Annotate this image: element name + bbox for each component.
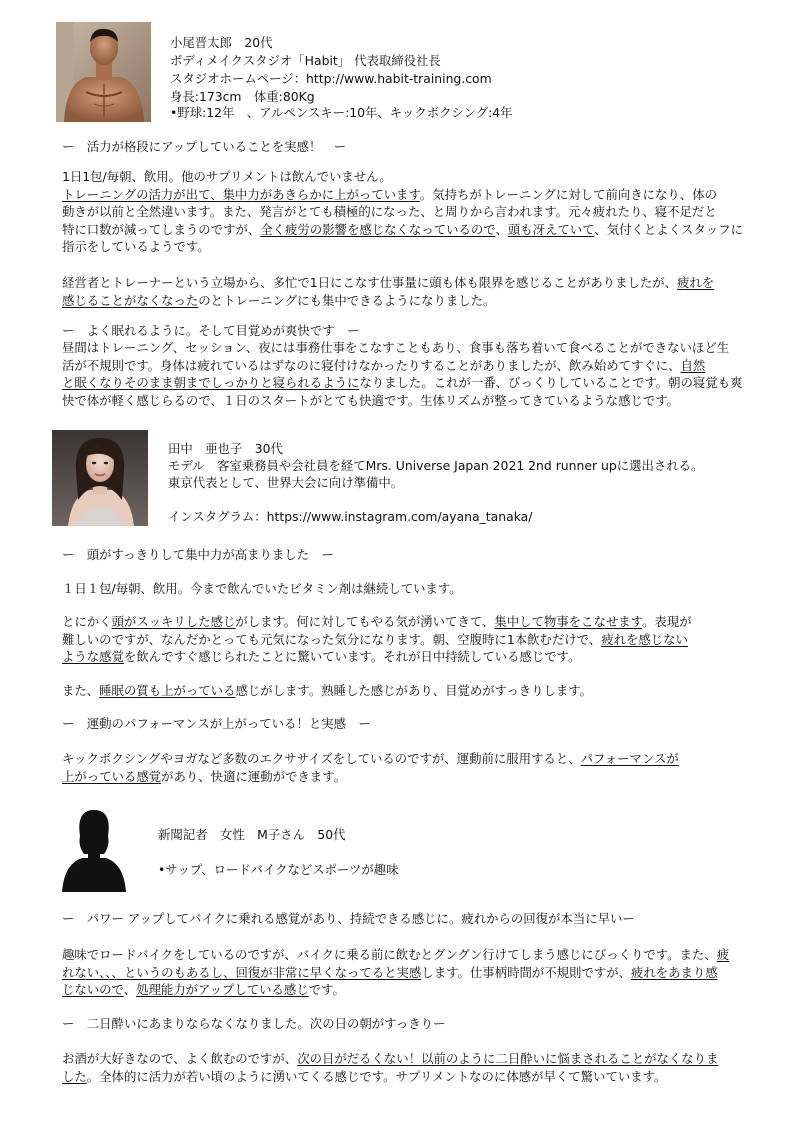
text-segment: 1日1包/毎朝、飲用。他のサプリメントは飲んでいません。 [62,169,392,184]
profile-silhouette [62,806,126,892]
text-segment: します。仕事柄時間が不規則ですが、 [421,964,631,980]
underlined-text: 集中して物事をこなせます [494,614,643,629]
text-segment: 経営者とトレーナーという立場から、多忙で1日にこなす仕事量に頭も体も限界を感じることがありましたが、 [62,275,678,290]
text-segment: １日１包/毎朝、飲用。今まで飲んでいたビタミン剤は継続しています。 [62,581,462,596]
text-segment: 。気持ちがトレーニングに対して前向きになり、体の [419,186,717,202]
underlined-text: 回復が非常に早くなってると実感 [235,964,422,980]
text-segment: 、 [495,221,508,237]
underlined-text: 疲れを [677,275,715,290]
underlined-text: 疲れをあまり感 [630,964,718,980]
underlined-text: トレーニングの活力が出て、集中力があきらかに上がっています [62,186,420,202]
person3-heading-2: ー 二日酔いにあまりならなくなりました。次の日の朝がすっきりー [62,1016,446,1031]
underlined-text: 処理能力がアップしている感じ [136,982,309,998]
text-segment: 。表現が [642,614,692,629]
text-segment: 。全体的に活力が若い頃のように湧いてくる感じです。サプリメントなのに体感が早くて驚いています。 [86,1068,667,1084]
person1-title: ボディメイクスタジオ「Habit」 代表取締役社長 [170,53,441,68]
profile-photo-man [56,22,151,122]
text-segment: キックボクシングやヨガなど多数のエクササイズをしているのですが、運動前に服用すると、 [62,751,581,766]
text-segment: 快で体が軽く感じらるので、１日のスタートがとても快適です。生体リズムが整ってきているような感じです。 [62,392,680,408]
paragraph-line [62,648,742,666]
paragraph-line [62,168,742,186]
person1-name: 小尾晋太郎 20代 [170,35,273,50]
person3-hobby: •サップ、ロードバイクなどスポーツが趣味 [158,862,399,877]
text-segment: があり、快適に運動ができます。 [161,768,346,784]
underlined-text: 自然 [680,357,706,373]
text-segment: 感じがします。熟睡した感じがあり、目覚めがすっきりします。 [235,683,593,698]
text-segment: 指示をしているようです。 [62,239,210,255]
paragraph-line [62,580,742,598]
text-segment: なりました。これが一番、びっくりしていることです。朝の寝覚も爽 [359,375,743,391]
text-segment: 趣味でロードバイクをしているのですが、バイクに乗る前に飲むとグングン行けてしまう感じにびっくりです。また、 [62,947,717,962]
person2-bio-1: モデル 客室乗務員や会社員を経てMrs. Universe Japan 2021 2nd runner upに選出される。 [168,458,704,473]
paragraph-line [62,631,742,649]
person1-stats: 身長:173cm 体重:80Kg [170,89,315,104]
profile-photo-woman [52,430,148,526]
person2-paragraph-3 [62,682,742,700]
underlined-text: ような感覚 [62,649,124,665]
underlined-text: パフォーマンスが [580,751,679,766]
underlined-text: 上がっている感覚 [62,768,162,784]
paragraph-line [62,374,742,392]
text-segment: です。 [308,982,345,998]
paragraph-line [62,768,742,786]
text-segment: を飲んですぐ感じられたことに驚いています。それが日中持続している感じです。 [123,649,581,665]
person1-paragraph-3 [62,339,742,409]
underlined-text: した [62,1068,87,1084]
person3-paragraph-1 [62,946,742,999]
person2-heading-2: ー 運動のパフォーマンスが上がっている！と実感 ー [62,716,371,731]
underlined-text: 全く疲労の影響を感じなくなっているので [260,221,496,237]
paragraph-line [62,1050,742,1068]
person2-instagram: インスタグラム：https://www.instagram.com/ayana_tanaka/ [168,509,533,524]
person2-paragraph-2 [62,613,742,666]
paragraph-line [62,392,742,410]
paragraph-line [62,186,742,204]
person1-paragraph-2 [62,274,742,309]
text-segment: とにかく [62,614,112,629]
text-segment: 難しいのですが、なんだかとっても元気になった気分になります。朝、空腹時に1本飲むだけで、 [62,631,602,647]
person1-heading-1: ー 活力が格段にアップしていることを実感！ ー [62,139,347,154]
text-segment: 動きが以前と全然違います。また、発言がとても積極的になった、と周りから言われます。元々疲れたり、寝不足だと [62,204,717,220]
text-segment: また、 [62,683,100,698]
paragraph-line [62,1068,742,1086]
paragraph-line [62,964,742,982]
underlined-text: 頭がスッキリした感じ [111,614,236,629]
paragraph-line [62,292,742,310]
underlined-text: じないので [62,982,124,998]
text-segment: 、 [123,982,137,998]
underlined-text: れない、、、というのもあるし、 [62,964,236,980]
text-segment: がします。何に対してもやる気が湧いてきて、 [235,614,495,629]
paragraph-line [62,238,742,256]
person1-homepage: スタジオホームページ：http://www.habit-training.com [170,71,492,86]
underlined-text: 頭も冴えていて [507,221,595,237]
paragraph-line [62,613,742,631]
person2-paragraph-4 [62,750,742,785]
underlined-text: と眠くなりそのまま朝までしっかりと寝られるように [62,375,360,391]
underlined-text: 疲れを感じない [601,631,688,647]
paragraph-line [62,203,742,221]
paragraph-line [62,339,742,357]
person3-paragraph-2 [62,1050,742,1085]
underlined-text: 感じることがなくなった [62,292,199,308]
paragraph-line [62,357,742,375]
person1-sports: •野球:12年 、アルペンスキー:10年、キックボクシング:4年 [170,105,513,120]
text-segment: 活が不規則です。身体は疲れているはずなのに寝付けなかったりすることがありましたが、飲み始めてすぐに、 [62,357,681,373]
paragraph-line [62,274,742,292]
person3-name: 新聞記者 女性 M子さん 50代 [158,827,346,842]
person1-paragraph-1 [62,168,742,256]
person1-heading-2: ー よく眠れるように。そして目覚めが爽快です ー [62,323,360,338]
person3-heading-1: ー パワー アップしてバイクに乗れる感覚があり、持続できる感じに。疲れからの回復が本当に早いー [62,911,635,926]
person2-paragraph-1 [62,580,742,598]
text-segment: のとトレーニングにも集中できるようになりました。 [198,292,496,308]
paragraph-line [62,221,742,239]
text-segment: 昼間はトレーニング、セッション、夜には事務仕事をこなすこともあり、食事も落ち着いて食べることができないほど生 [62,340,730,355]
paragraph-line [62,682,742,700]
person2-name: 田中 亜也子 30代 [168,441,283,456]
person2-heading-1: ー 頭がすっきりして集中力が高まりました ー [62,547,334,562]
text-segment: お酒が大好きなので、よく飲むのですが、 [62,1051,298,1066]
paragraph-line [62,981,742,999]
paragraph-line [62,750,742,768]
underlined-text: 睡眠の質も上がっている [99,683,236,698]
person2-bio-2: 東京代表として、世界大会に向け準備中。 [168,475,404,490]
text-segment: 、気付くとよくスタッフに [594,221,744,237]
underlined-text: 次の日がだるくない！以前のように二日酔いに悩まされることがなくなりま [297,1051,719,1066]
underlined-text: 疲 [716,947,730,962]
text-segment: 特に口数が減ってしまうのですが、 [62,221,261,237]
paragraph-line [62,946,742,964]
